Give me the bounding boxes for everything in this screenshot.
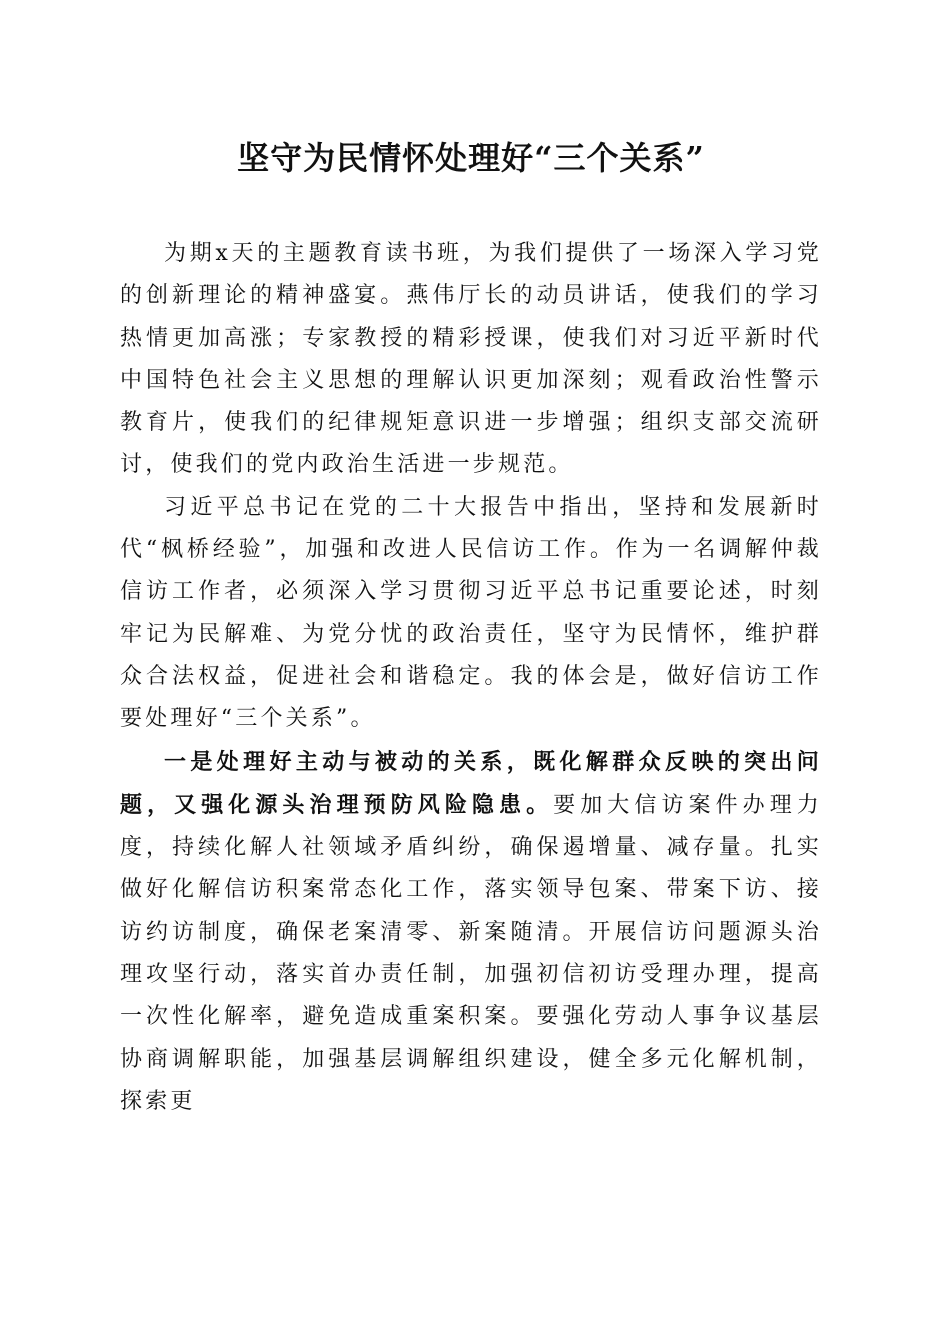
- document-title: 坚守为民情怀处理好“三个关系”: [237, 139, 705, 177]
- paragraph-text: 习近平总书记在党的二十大报告中指出，坚持和发展新时代“枫桥经验”，加强和改进人民信访工作。作为一名调解仲裁信访工作者，必须深入学习贯彻习近平总书记重要论述，时刻牢记为民解难、为党分忧的政治责任，坚守为民情怀，维护群众合法权益，促进社会和谐稳定。我的体会是，做好信访工作要处理好“三个关系”。: [120, 494, 822, 732]
- document-body: [120, 233, 822, 1123]
- paragraph-text: 要加大信访案件办理力度，持续化解人社领域矛盾纠纷，确保遏增量、减存量。扎实做好化解信访积案常态化工作，落实领导包案、带案下访、接访约访制度，确保老案清零、新案随清。开展信访问题源头治理攻坚行动，落实首办责任制，加强初信初访受理办理，提高一次性化解率，避免造成重案积案。要强化劳动人事争议基层协商调解职能，加强基层调解组织建设，健全多元化解机制，探索更: [120, 792, 822, 1114]
- paragraph-lead-sentence: 一是处理好主动与被动的关系，既化解群众反映的突出问题，又强化源头治理预防风险隐患。: [120, 748, 822, 818]
- paragraph-point-one: [120, 741, 822, 1124]
- paragraph-intro: [120, 233, 822, 487]
- paragraph-text: 为期x天的主题教育读书班，为我们提供了一场深入学习党的创新理论的精神盛宴。燕伟厅长的动员讲话，使我们的学习热情更加高涨；专家教授的精彩授课，使我们对习近平新时代中国特色社会主义思想的理解认识更加深刻；观看政治性警示教育片，使我们的纪律规矩意识进一步增强；组织支部交流研讨，使我们的党内政治生活进一步规范。: [120, 241, 822, 478]
- paragraph-context: [120, 487, 822, 741]
